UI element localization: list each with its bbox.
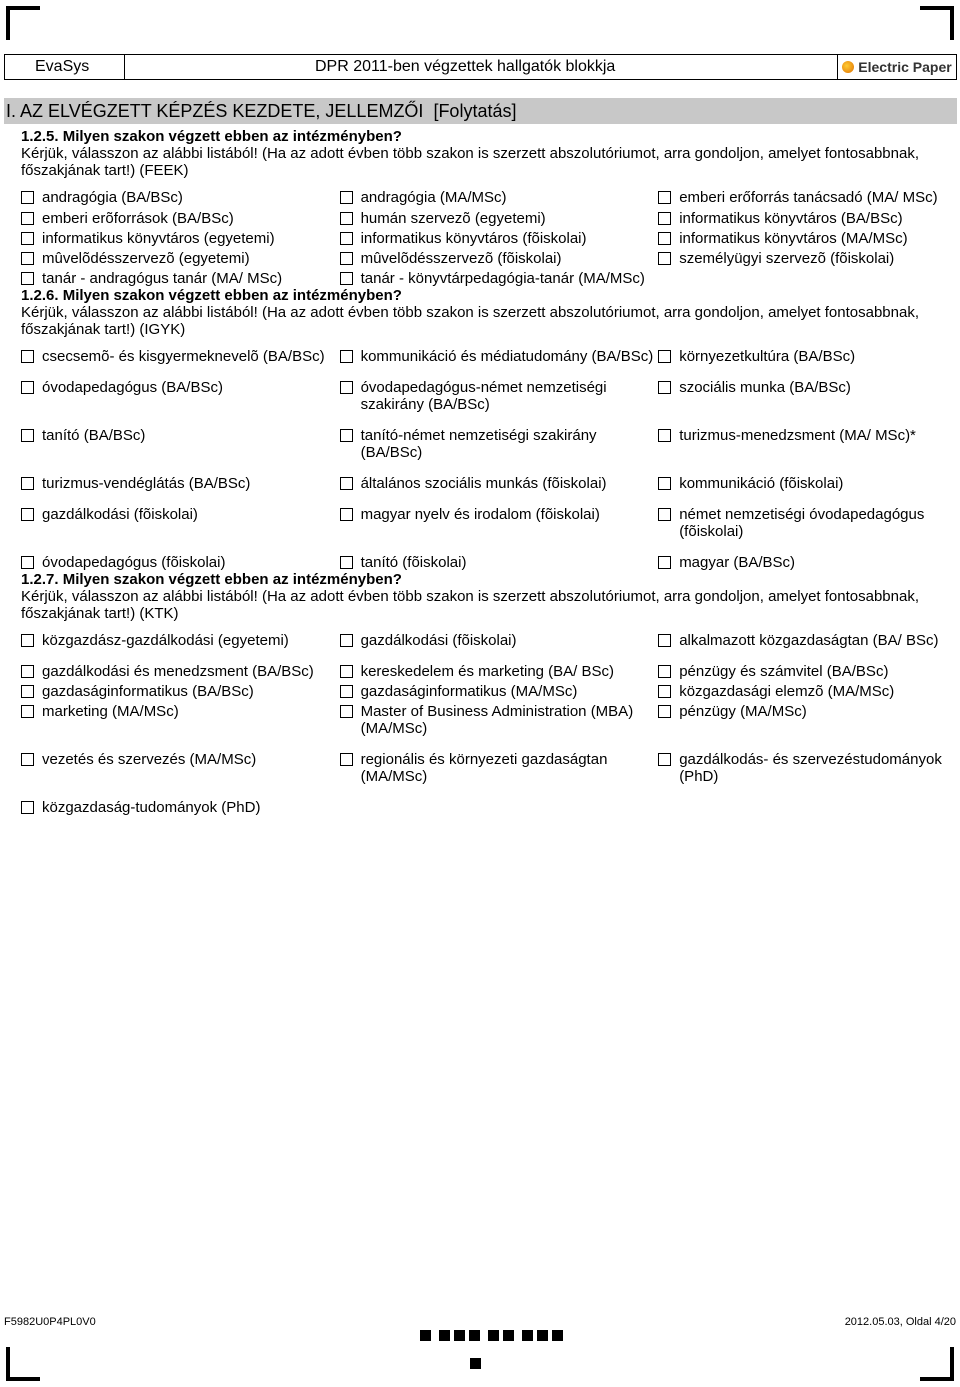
option-label: tanító (fõiskolai) — [360, 554, 467, 571]
option-item[interactable] — [340, 506, 659, 540]
option-checkbox[interactable] — [21, 556, 34, 569]
options-row — [21, 663, 946, 680]
option-checkbox[interactable] — [21, 272, 34, 285]
option-checkbox[interactable] — [340, 232, 353, 245]
option-checkbox[interactable] — [340, 350, 353, 363]
option-checkbox[interactable] — [21, 665, 34, 678]
option-checkbox[interactable] — [340, 252, 353, 265]
option-item[interactable] — [340, 683, 659, 700]
options-row — [21, 554, 946, 571]
option-item[interactable] — [340, 210, 659, 227]
option-checkbox[interactable] — [658, 705, 671, 718]
options-row — [21, 230, 946, 247]
option-checkbox[interactable] — [658, 191, 671, 204]
option-checkbox[interactable] — [340, 477, 353, 490]
option-checkbox[interactable] — [21, 191, 34, 204]
option-checkbox[interactable] — [21, 232, 34, 245]
options-row — [21, 427, 946, 461]
option-label: közgazdász-gazdálkodási (egyetemi) — [42, 632, 289, 649]
option-label: emberi erõforrások (BA/BSc) — [42, 210, 234, 227]
corner-mark-top-left — [6, 6, 40, 40]
option-label: tanító (BA/BSc) — [42, 427, 146, 444]
option-label: mûvelõdésszervezõ (egyetemi) — [42, 250, 250, 267]
options-row — [21, 632, 946, 649]
option-item[interactable] — [658, 751, 946, 785]
option-item[interactable] — [658, 663, 946, 680]
option-checkbox[interactable] — [340, 685, 353, 698]
question-number: 1.2.7. Milyen szakon végzett ebben az intézményben? — [21, 571, 402, 588]
options-row — [21, 506, 946, 540]
brand-logo — [838, 55, 956, 79]
option-checkbox[interactable] — [21, 508, 34, 521]
option-item[interactable] — [658, 348, 946, 365]
questions-area — [21, 128, 946, 816]
question-number: 1.2.6. Milyen szakon végzett ebben az intézményben? — [21, 287, 402, 304]
option-label: tanár - könyvtárpedagógia-tanár (MA/MSc) — [360, 270, 645, 287]
question-text: Kérjük, válasszon az alábbi listából! (Ha az adott évben több szakon is szerzett abszolutóriumot, arra gondoljon, amelyet fontosabbnak, főszakjának tart!) (KTK) — [21, 588, 920, 622]
option-label: andragógia (MA/MSc) — [360, 189, 507, 206]
electric-paper-logo-icon — [842, 61, 854, 73]
option-checkbox[interactable] — [658, 685, 671, 698]
option-item[interactable] — [21, 632, 340, 649]
option-item[interactable] — [21, 506, 340, 540]
options-row — [21, 250, 946, 267]
option-label: turizmus-menedzsment (MA/ MSc)* — [679, 427, 916, 444]
page-info: 2012.05.03, Oldal 4/20 — [844, 1316, 956, 1328]
option-label: gazdaságinformatikus (MA/MSc) — [360, 683, 578, 700]
option-label: magyar (BA/BSc) — [679, 554, 796, 571]
option-label: Master of Business Administration (MBA) (MA/MSc) — [360, 703, 634, 737]
option-checkbox[interactable] — [21, 477, 34, 490]
option-checkbox[interactable] — [658, 665, 671, 678]
option-checkbox[interactable] — [340, 508, 353, 521]
option-item[interactable] — [21, 427, 340, 461]
option-checkbox[interactable] — [21, 705, 34, 718]
option-checkbox[interactable] — [21, 212, 34, 225]
corner-mark-bottom-left — [6, 1347, 40, 1381]
option-item[interactable] — [21, 210, 340, 227]
option-label: regionális és környezeti gazdaságtan (MA/MSc) — [360, 751, 608, 785]
option-item[interactable] — [21, 683, 340, 700]
question-block — [21, 571, 946, 816]
option-label: óvodapedagógus (fõiskolai) — [42, 554, 226, 571]
option-checkbox[interactable] — [658, 634, 671, 647]
options-row — [21, 703, 946, 737]
option-item[interactable] — [340, 270, 659, 287]
option-item[interactable] — [340, 663, 659, 680]
option-item[interactable] — [658, 683, 946, 700]
section-heading — [4, 98, 957, 124]
option-checkbox[interactable] — [340, 272, 353, 285]
option-empty — [658, 270, 946, 287]
question-block — [21, 287, 946, 571]
option-label: turizmus-vendéglátás (BA/BSc) — [42, 475, 251, 492]
option-label: informatikus könyvtáros (BA/BSc) — [679, 210, 903, 227]
corner-mark-bottom-right — [920, 1347, 954, 1381]
option-item[interactable] — [21, 554, 340, 571]
option-item[interactable] — [21, 703, 340, 737]
option-checkbox[interactable] — [340, 634, 353, 647]
options-row — [21, 270, 946, 287]
option-item[interactable] — [21, 475, 340, 492]
option-label: gazdálkodási (fõiskolai) — [42, 506, 198, 523]
corner-mark-top-right — [920, 6, 954, 40]
option-label: magyar nyelv és irodalom (fõiskolai) — [360, 506, 600, 523]
option-checkbox[interactable] — [658, 429, 671, 442]
option-checkbox[interactable] — [21, 381, 34, 394]
option-checkbox[interactable] — [340, 665, 353, 678]
section-title: I. AZ ELVÉGZETT KÉPZÉS KEZDETE, JELLEMZŐI — [6, 100, 424, 121]
question-number: 1.2.5. Milyen szakon végzett ebben az intézményben? — [21, 128, 402, 145]
option-label: pénzügy (MA/MSc) — [679, 703, 807, 720]
option-checkbox[interactable] — [340, 429, 353, 442]
option-item[interactable] — [21, 663, 340, 680]
option-label: közgazdaság-tudományok (PhD) — [42, 799, 261, 816]
option-item[interactable] — [340, 427, 659, 461]
option-label: német nemzetiségi óvodapedagógus (fõiskolai) — [679, 506, 925, 540]
option-label: kommunikáció és médiatudomány (BA/BSc) — [360, 348, 654, 365]
option-item[interactable] — [658, 703, 946, 737]
option-checkbox[interactable] — [21, 429, 34, 442]
option-item[interactable] — [340, 554, 659, 571]
options-list — [21, 348, 946, 571]
option-empty — [340, 799, 659, 816]
option-checkbox[interactable] — [658, 252, 671, 265]
option-label: alkalmazott közgazdaságtan (BA/ BSc) — [679, 632, 939, 649]
option-label: informatikus könyvtáros (egyetemi) — [42, 230, 275, 247]
option-item[interactable] — [340, 189, 659, 206]
option-checkbox[interactable] — [21, 685, 34, 698]
option-checkbox[interactable] — [21, 801, 34, 814]
option-label: kommunikáció (fõiskolai) — [679, 475, 844, 492]
option-label: mûvelõdésszervezõ (fõiskolai) — [360, 250, 562, 267]
barcode-mark — [470, 1358, 481, 1369]
option-item[interactable] — [340, 250, 659, 267]
option-label: személyügyi szervezõ (fõiskolai) — [679, 250, 895, 267]
option-label: humán szervezõ (egyetemi) — [360, 210, 546, 227]
option-item[interactable] — [340, 230, 659, 247]
question-text: Kérjük, válasszon az alábbi listából! (Ha az adott évben több szakon is szerzett abszolutóriumot, arra gondoljon, amelyet fontosabbnak, főszakjának tart!) (IGYK) — [21, 304, 920, 338]
option-label: óvodapedagógus-német nemzetiségi szakirány (BA/BSc) — [360, 379, 607, 413]
option-item[interactable] — [658, 210, 946, 227]
option-checkbox[interactable] — [340, 191, 353, 204]
option-item[interactable] — [658, 506, 946, 540]
option-item[interactable] — [21, 270, 340, 287]
options-row — [21, 379, 946, 413]
option-label: óvodapedagógus (BA/BSc) — [42, 379, 223, 396]
option-checkbox[interactable] — [658, 477, 671, 490]
option-checkbox[interactable] — [340, 753, 353, 766]
option-label: andragógia (BA/BSc) — [42, 189, 183, 206]
option-item[interactable] — [658, 250, 946, 267]
option-label: marketing (MA/MSc) — [42, 703, 179, 720]
option-checkbox[interactable] — [21, 753, 34, 766]
brand-name: Electric Paper — [858, 59, 952, 75]
option-checkbox[interactable] — [340, 381, 353, 394]
option-checkbox[interactable] — [658, 350, 671, 363]
option-label: tanár - andragógus tanár (MA/ MSc) — [42, 270, 283, 287]
option-item[interactable] — [21, 799, 340, 816]
option-item[interactable] — [21, 250, 340, 267]
option-label: vezetés és szervezés (MA/MSc) — [42, 751, 257, 768]
option-label: informatikus könyvtáros (fõiskolai) — [360, 230, 587, 247]
option-item[interactable] — [658, 475, 946, 492]
options-row — [21, 210, 946, 227]
options-row — [21, 683, 946, 700]
form-code: F5982U0P4PL0V0 — [4, 1316, 96, 1328]
option-checkbox[interactable] — [21, 252, 34, 265]
option-label: általános szociális munkás (fõiskolai) — [360, 475, 607, 492]
option-checkbox[interactable] — [340, 556, 353, 569]
option-label: szociális munka (BA/BSc) — [679, 379, 851, 396]
option-label: csecsemõ- és kisgyermeknevelõ (BA/BSc) — [42, 348, 325, 365]
option-checkbox[interactable] — [658, 232, 671, 245]
section-continued: [Folytatás] — [433, 100, 517, 121]
option-checkbox[interactable] — [658, 508, 671, 521]
option-item[interactable] — [340, 348, 659, 365]
option-item[interactable] — [658, 189, 946, 206]
option-checkbox[interactable] — [340, 705, 353, 718]
option-item[interactable] — [658, 427, 946, 461]
option-label: gazdaságinformatikus (BA/BSc) — [42, 683, 254, 700]
option-item[interactable] — [21, 348, 340, 365]
option-checkbox[interactable] — [340, 212, 353, 225]
option-item[interactable] — [21, 751, 340, 785]
option-checkbox[interactable] — [21, 350, 34, 363]
option-item[interactable] — [21, 379, 340, 413]
option-item[interactable] — [658, 554, 946, 571]
option-checkbox[interactable] — [21, 634, 34, 647]
option-item[interactable] — [658, 379, 946, 413]
option-item[interactable] — [340, 703, 659, 737]
option-label: kereskedelem és marketing (BA/ BSc) — [360, 663, 615, 680]
option-item[interactable] — [658, 230, 946, 247]
option-empty — [658, 799, 946, 816]
option-label: pénzügy és számvitel (BA/BSc) — [679, 663, 889, 680]
form-title: DPR 2011-ben végzettek hallgatók blokkja — [125, 55, 838, 79]
option-label: közgazdasági elemzõ (MA/MSc) — [679, 683, 895, 700]
option-checkbox[interactable] — [658, 381, 671, 394]
options-row — [21, 475, 946, 492]
option-label: gazdálkodás- és szervezéstudományok (PhD) — [679, 751, 942, 785]
options-row — [21, 799, 946, 816]
question-block — [21, 128, 946, 287]
option-item[interactable] — [658, 632, 946, 649]
option-item[interactable] — [340, 632, 659, 649]
option-checkbox[interactable] — [658, 212, 671, 225]
option-item[interactable] — [21, 230, 340, 247]
options-list — [21, 189, 946, 287]
option-item[interactable] — [340, 475, 659, 492]
barcode — [420, 1330, 563, 1341]
options-row — [21, 348, 946, 365]
option-label: gazdálkodási és menedzsment (BA/BSc) — [42, 663, 314, 680]
option-label: informatikus könyvtáros (MA/MSc) — [679, 230, 908, 247]
option-label: tanító-német nemzetiségi szakirány (BA/BSc) — [360, 427, 597, 461]
option-item[interactable] — [21, 189, 340, 206]
option-label: gazdálkodási (fõiskolai) — [360, 632, 517, 649]
option-label: emberi erőforrás tanácsadó (MA/ MSc) — [679, 189, 938, 206]
option-checkbox[interactable] — [658, 556, 671, 569]
question-text: Kérjük, válasszon az alábbi listából! (Ha az adott évben több szakon is szerzett abszolutóriumot, arra gondoljon, amelyet fontosabbnak, főszakjának tart!) (FEEK) — [21, 145, 920, 179]
option-item[interactable] — [340, 379, 659, 413]
option-label: környezetkultúra (BA/BSc) — [679, 348, 856, 365]
option-item[interactable] — [340, 751, 659, 785]
option-checkbox[interactable] — [658, 753, 671, 766]
options-row — [21, 751, 946, 785]
app-name: EvaSys — [5, 55, 125, 79]
form-header — [4, 54, 957, 80]
options-row — [21, 189, 946, 206]
options-list — [21, 632, 946, 816]
